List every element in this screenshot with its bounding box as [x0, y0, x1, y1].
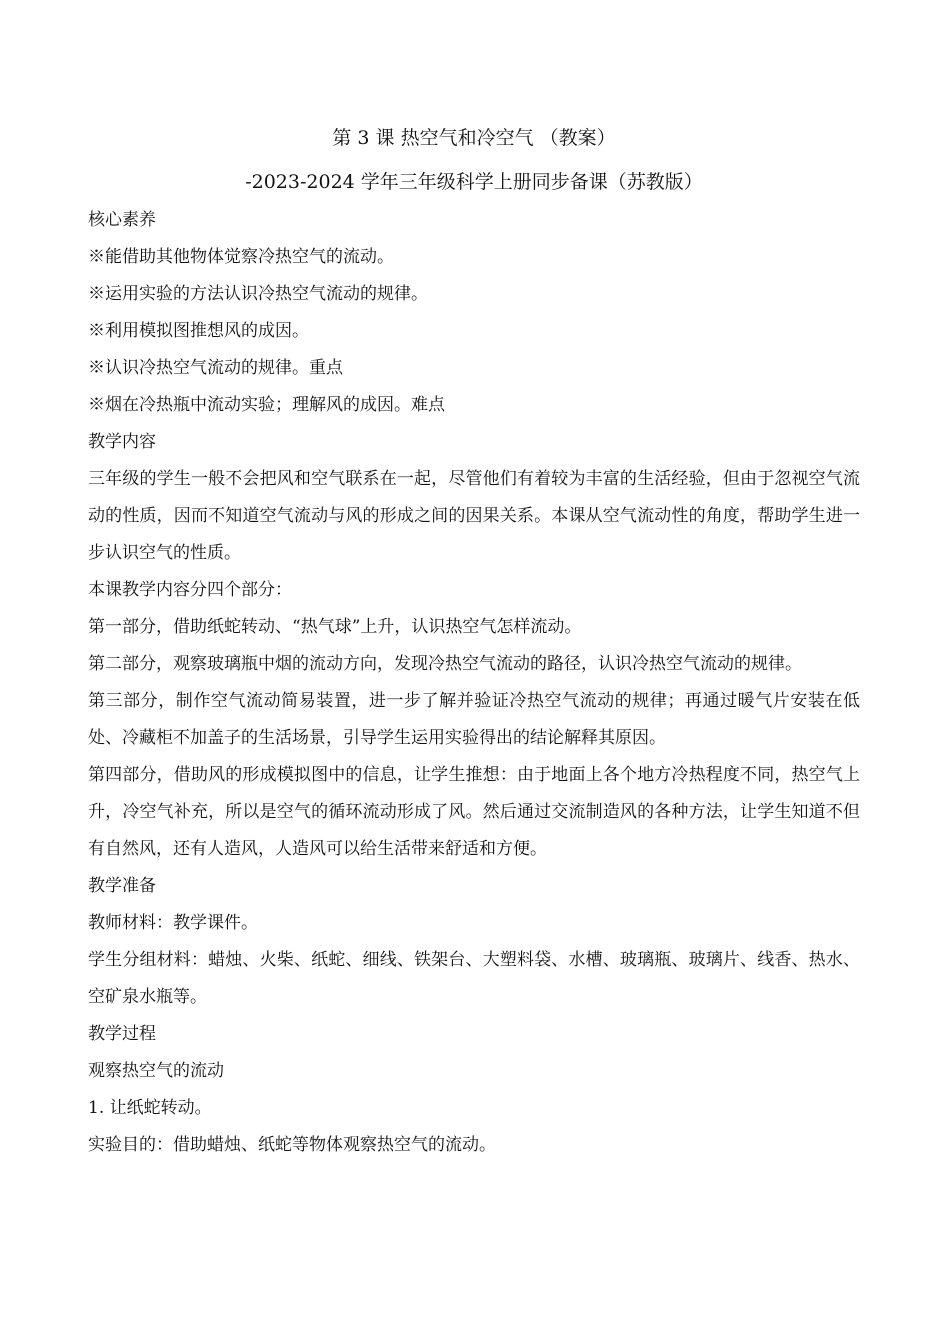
paragraph: 第一部分，借助纸蛇转动、“热气球”上升，认识热空气怎样流动。: [88, 617, 582, 637]
paragraph: ※烟在冷热瓶中流动实验；理解风的成因。难点: [88, 395, 445, 415]
paragraph: ※认识冷热空气流动的规律。重点: [88, 358, 343, 378]
section-heading-teaching-preparation: 教学准备: [88, 876, 156, 896]
paragraph: 学生分组材料：蜡烛、火柴、纸蛇、细线、铁架台、大塑料袋、水槽、玻璃瓶、玻璃片、线香、热水、空矿泉水瓶等。: [88, 950, 860, 1007]
subsection-heading: 观察热空气的流动: [88, 1061, 224, 1081]
section-heading-teaching-process: 教学过程: [88, 1024, 156, 1044]
document-subtitle: -2023-2024 学年三年级科学上册同步备课（苏教版）: [245, 171, 703, 193]
paragraph: 第二部分，观察玻璃瓶中烟的流动方向，发现冷热空气流动的路径，认识冷热空气流动的规律。: [88, 654, 802, 674]
document-title: 第 3 课 热空气和冷空气 （教案）: [332, 127, 616, 149]
paragraph: ※利用模拟图推想风的成因。: [88, 321, 309, 341]
paragraph: 第三部分，制作空气流动简易装置，进一步了解并验证冷热空气流动的规律；再通过暖气片安装在低处、冷藏柜不加盖子的生活场景，引导学生运用实验得出的结论解释其原因。: [88, 691, 860, 748]
paragraph: 第四部分，借助风的形成模拟图中的信息，让学生推想：由于地面上各个地方冷热程度不同，热空气上升，冷空气补充，所以是空气的循环流动形成了风。然后通过交流制造风的各种方法，让学生知道不但有自然风，还有人造风，人造风可以给生活带来舒适和方便。: [88, 765, 860, 859]
document-body: [88, 202, 860, 1164]
paragraph: 本课教学内容分四个部分：: [88, 580, 292, 600]
paragraph: ※运用实验的方法认识冷热空气流动的规律。: [88, 284, 428, 304]
document-page: [88, 118, 860, 1164]
paragraph: 三年级的学生一般不会把风和空气联系在一起，尽管他们有着较为丰富的生活经验，但由于忽视空气流动的性质，因而不知道空气流动与风的形成之间的因果关系。本课从空气流动性的角度，帮助学生进一步认识空气的性质。: [88, 469, 860, 563]
paragraph: 1. 让纸蛇转动。: [88, 1098, 212, 1118]
section-heading-core-literacy: 核心素养: [88, 210, 156, 230]
paragraph: ※能借助其他物体觉察冷热空气的流动。: [88, 247, 394, 267]
paragraph: 实验目的：借助蜡烛、纸蛇等物体观察热空气的流动。: [88, 1135, 496, 1155]
paragraph: 教师材料：教学课件。: [88, 913, 258, 933]
section-heading-teaching-content: 教学内容: [88, 432, 156, 452]
